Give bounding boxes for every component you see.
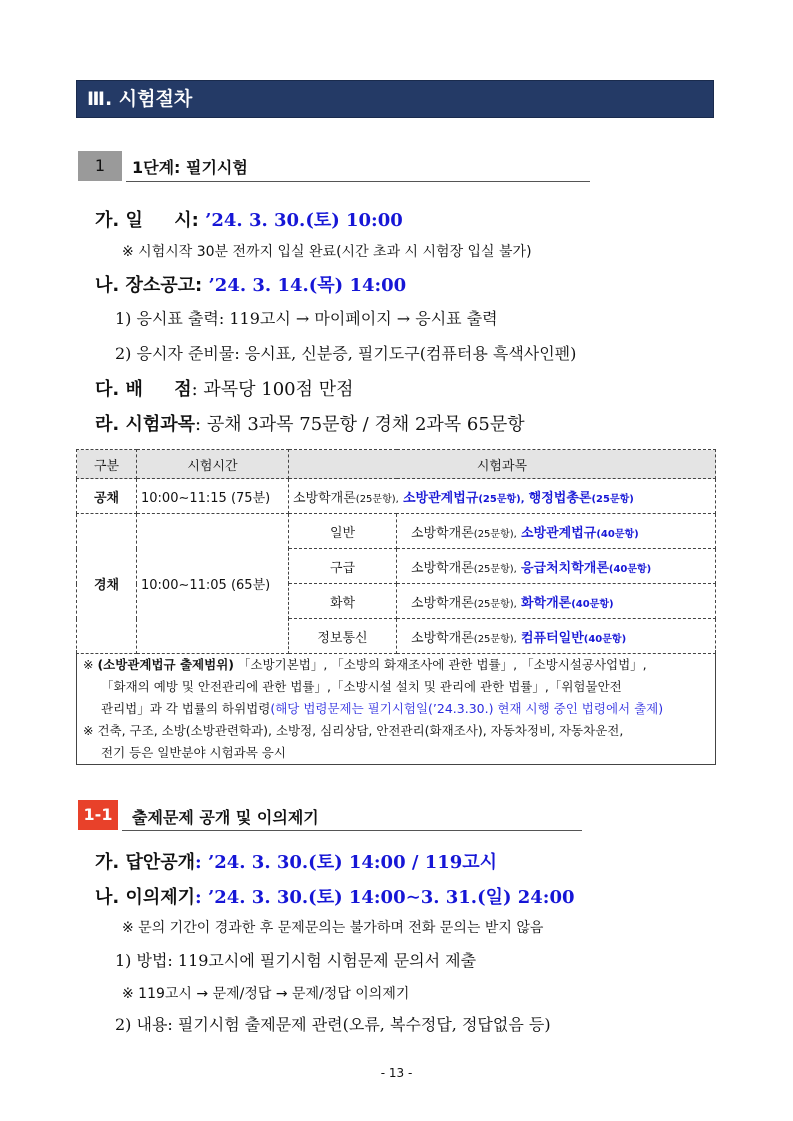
- venue-notice-row: [95, 271, 406, 297]
- field-cell: 일반: [289, 514, 397, 549]
- field-cell: 정보통신: [289, 619, 397, 654]
- objection-label: 나. 이의제기: [95, 887, 196, 908]
- subjects-cell: 소방학개론(25문항), 화학개론(40문항): [397, 584, 716, 619]
- step-title-underline: [122, 830, 582, 831]
- objection-method-note: ※ 119고시 → 문제/정답 → 문제/정답 이의제기: [122, 986, 410, 1002]
- time-gyeongchae: 10:00∼11:05 (65분): [137, 514, 289, 654]
- step-title: 출제문제 공개 및 이의제기: [132, 808, 319, 827]
- section-title: Ⅲ. 시험절차: [87, 88, 193, 110]
- answer-release-label: 가. 답안공개: [95, 852, 196, 873]
- header-time: 시험시간: [137, 450, 289, 479]
- venue-notice-label: 나. 장소공고:: [95, 275, 203, 296]
- section-title-bar: [76, 80, 714, 118]
- header-subjects: 시험과목: [289, 450, 716, 479]
- subjects-gongchae: 소방학개론(25문항), 소방관계법규(25문항), 행정법총론(25문항): [289, 479, 716, 514]
- venue-notice-value: ’24. 3. 14.(목) 14:00: [208, 275, 407, 296]
- table-header-row: [77, 450, 716, 479]
- exam-date-note: ※ 시험시작 30분 전까지 입실 완료(시간 초과 시 시험장 입실 불가): [122, 244, 532, 260]
- step-title: 1단계: 필기시험: [132, 158, 248, 177]
- note-line: 전기 등은 일반분야 시험과목 응시: [101, 745, 286, 760]
- exam-date-value: ’24. 3. 30.(토) 10:00: [205, 210, 403, 231]
- field-cell: 구급: [289, 549, 397, 584]
- objection-method-item: 1) 방법: 119고시에 필기시험 시험문제 문의서 제출: [115, 951, 477, 970]
- exam-date-row: [95, 206, 403, 232]
- step-number-badge: 1-1: [78, 800, 118, 830]
- exam-subjects-table: [76, 449, 716, 654]
- subjects-row: [95, 410, 525, 436]
- ticket-print-item: 1) 응시표 출력: 119고시 → 마이페이지 → 응시표 출력: [115, 309, 498, 328]
- note-line: ※ 건축, 구조, 소방(소방관련학과), 소방정, 심리상담, 안전관리(화재조사), 자동차정비, 자동차운전,: [83, 723, 624, 738]
- objection-row: [95, 883, 575, 909]
- page-number: - 13 -: [380, 1066, 413, 1080]
- table-row: [77, 514, 716, 549]
- note-line: ※ (소방관계법규 출제범위) 「소방기본법」, 「소방의 화재조사에 관한 법률」, 「소방시설공사업법」,: [83, 657, 647, 672]
- note-line: 「화재의 예방 및 안전관리에 관한 법률」,「소방시설 설치 및 관리에 관한 법률」,「위험물안전: [101, 679, 622, 694]
- step-number-badge: 1: [78, 151, 122, 181]
- objection-value: : ’24. 3. 30.(토) 14:00∼3. 31.(일) 24:00: [195, 887, 575, 908]
- objection-content-item: 2) 내용: 필기시험 출제문제 관련(오류, 복수정답, 정답없음 등): [115, 1015, 551, 1034]
- table-row: [77, 479, 716, 514]
- scoring-row: [95, 375, 354, 401]
- scoring-value: : 과목당 100점 만점: [191, 379, 354, 400]
- scoring-label: 다. 배 점: [95, 379, 192, 400]
- supplies-item: 2) 응시자 준비물: 응시표, 신분증, 필기도구(컴퓨터용 흑색사인펜): [115, 344, 577, 363]
- note-line: 관리법」과 각 법률의 하위법령(해당 법령문제는 필기시험일(’24.3.30.) 현재 시행 중인 법령에서 출제): [101, 701, 664, 716]
- subjects-cell: 소방학개론(25문항), 소방관계법규(40문항): [397, 514, 716, 549]
- exam-date-label: 가. 일 시:: [95, 210, 199, 231]
- category-gyeongchae: 경채: [77, 514, 137, 654]
- subjects-cell: 소방학개론(25문항), 컴퓨터일반(40문항): [397, 619, 716, 654]
- answer-release-value: : ’24. 3. 30.(토) 14:00 / 119고시: [195, 852, 498, 873]
- time-gongchae: 10:00∼11:15 (75분): [137, 479, 289, 514]
- table-notes: [76, 650, 716, 765]
- objection-note: ※ 문의 기간이 경과한 후 문제문의는 불가하며 전화 문의는 받지 않음: [122, 920, 544, 936]
- answer-release-row: [95, 848, 497, 874]
- subjects-value: : 공채 3과목 75문항 / 경채 2과목 65문항: [195, 414, 525, 435]
- subjects-label: 라. 시험과목: [95, 414, 196, 435]
- step-title-underline: [126, 181, 590, 182]
- field-cell: 화학: [289, 584, 397, 619]
- subjects-cell: 소방학개론(25문항), 응급처치학개론(40문항): [397, 549, 716, 584]
- header-category: 구분: [77, 450, 137, 479]
- category-gongchae: 공채: [77, 479, 137, 514]
